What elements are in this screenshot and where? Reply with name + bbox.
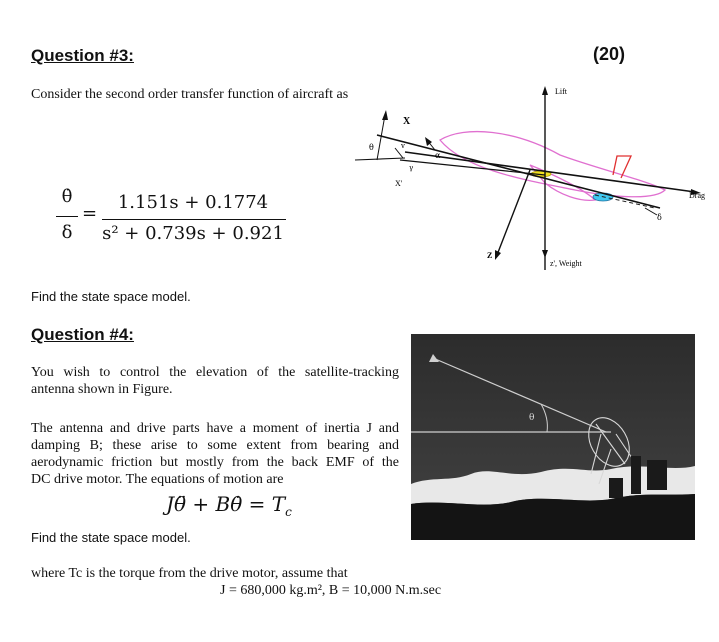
label-v: v xyxy=(401,142,405,150)
equation-of-motion xyxy=(166,492,292,519)
question-3-points: (20) xyxy=(593,44,626,64)
label-theta: θ xyxy=(369,143,374,152)
aircraft-tail xyxy=(613,156,631,178)
z-axis xyxy=(497,170,530,255)
label-lift: Lift xyxy=(555,87,567,96)
paragraph-2-line: damping B; these arise to some extent from bearing and xyxy=(31,438,399,453)
body-x-axis xyxy=(377,135,660,208)
question-4-values: J = 680,000 kg.m², B = 10,000 N.m.sec xyxy=(220,583,442,598)
paragraph-1-line: antenna shown in Figure. xyxy=(31,382,173,397)
label-alpha: α xyxy=(435,151,441,160)
question-4-paragraph-2 xyxy=(31,420,399,488)
tf-numerator: 1.151s + 0.1774 xyxy=(117,192,269,213)
photo-theta: θ xyxy=(529,413,535,423)
label-weight: z', Weight xyxy=(550,259,582,268)
aircraft-fuselage-outline xyxy=(440,132,665,197)
question-3-intro: Consider the second order transfer function of aircraft as xyxy=(31,87,349,102)
tf-lhs-fraction-bar xyxy=(56,216,78,217)
label-z: Z xyxy=(487,251,493,260)
tf-lhs-numerator: θ̇ xyxy=(61,186,73,207)
question-4-paragraph-1 xyxy=(31,364,399,398)
question-4-task: Find the state space model. xyxy=(31,530,191,545)
paragraph-2-line: DC drive motor. The equations of motion are xyxy=(31,472,284,487)
label-gamma: γ xyxy=(409,164,414,172)
question-3-heading: Question #3: xyxy=(31,46,134,65)
label-x: X xyxy=(403,116,411,127)
label-drag: Drag xyxy=(689,191,705,200)
paragraph-1-line: You wish to control the elevation of the satellite-tracking xyxy=(31,365,399,380)
label-delta: δ xyxy=(657,213,662,222)
equation-subscript: c xyxy=(285,505,292,519)
tf-lhs-denominator: δ xyxy=(61,222,73,243)
question-4-heading: Question #4: xyxy=(31,325,134,344)
tf-denominator: s² + 0.739s + 0.921 xyxy=(102,223,284,244)
paragraph-2-line: aerodynamic friction but mostly from the back EMF of the xyxy=(31,455,399,470)
question-3-task: Find the state space model. xyxy=(31,289,191,304)
equation-body: Jθ̈ + Bθ̇ = T xyxy=(166,492,286,516)
tf-fraction-bar xyxy=(102,219,286,220)
tf-equals: = xyxy=(82,203,98,224)
aircraft-diagram xyxy=(345,80,719,280)
antenna-photo xyxy=(411,334,695,540)
paragraph-2-line: The antenna and drive parts have a moment of inertia J and xyxy=(31,421,399,436)
question-4-where: where Tc is the torque from the drive motor, assume that xyxy=(31,566,348,581)
label-x-prime: X' xyxy=(395,179,403,188)
